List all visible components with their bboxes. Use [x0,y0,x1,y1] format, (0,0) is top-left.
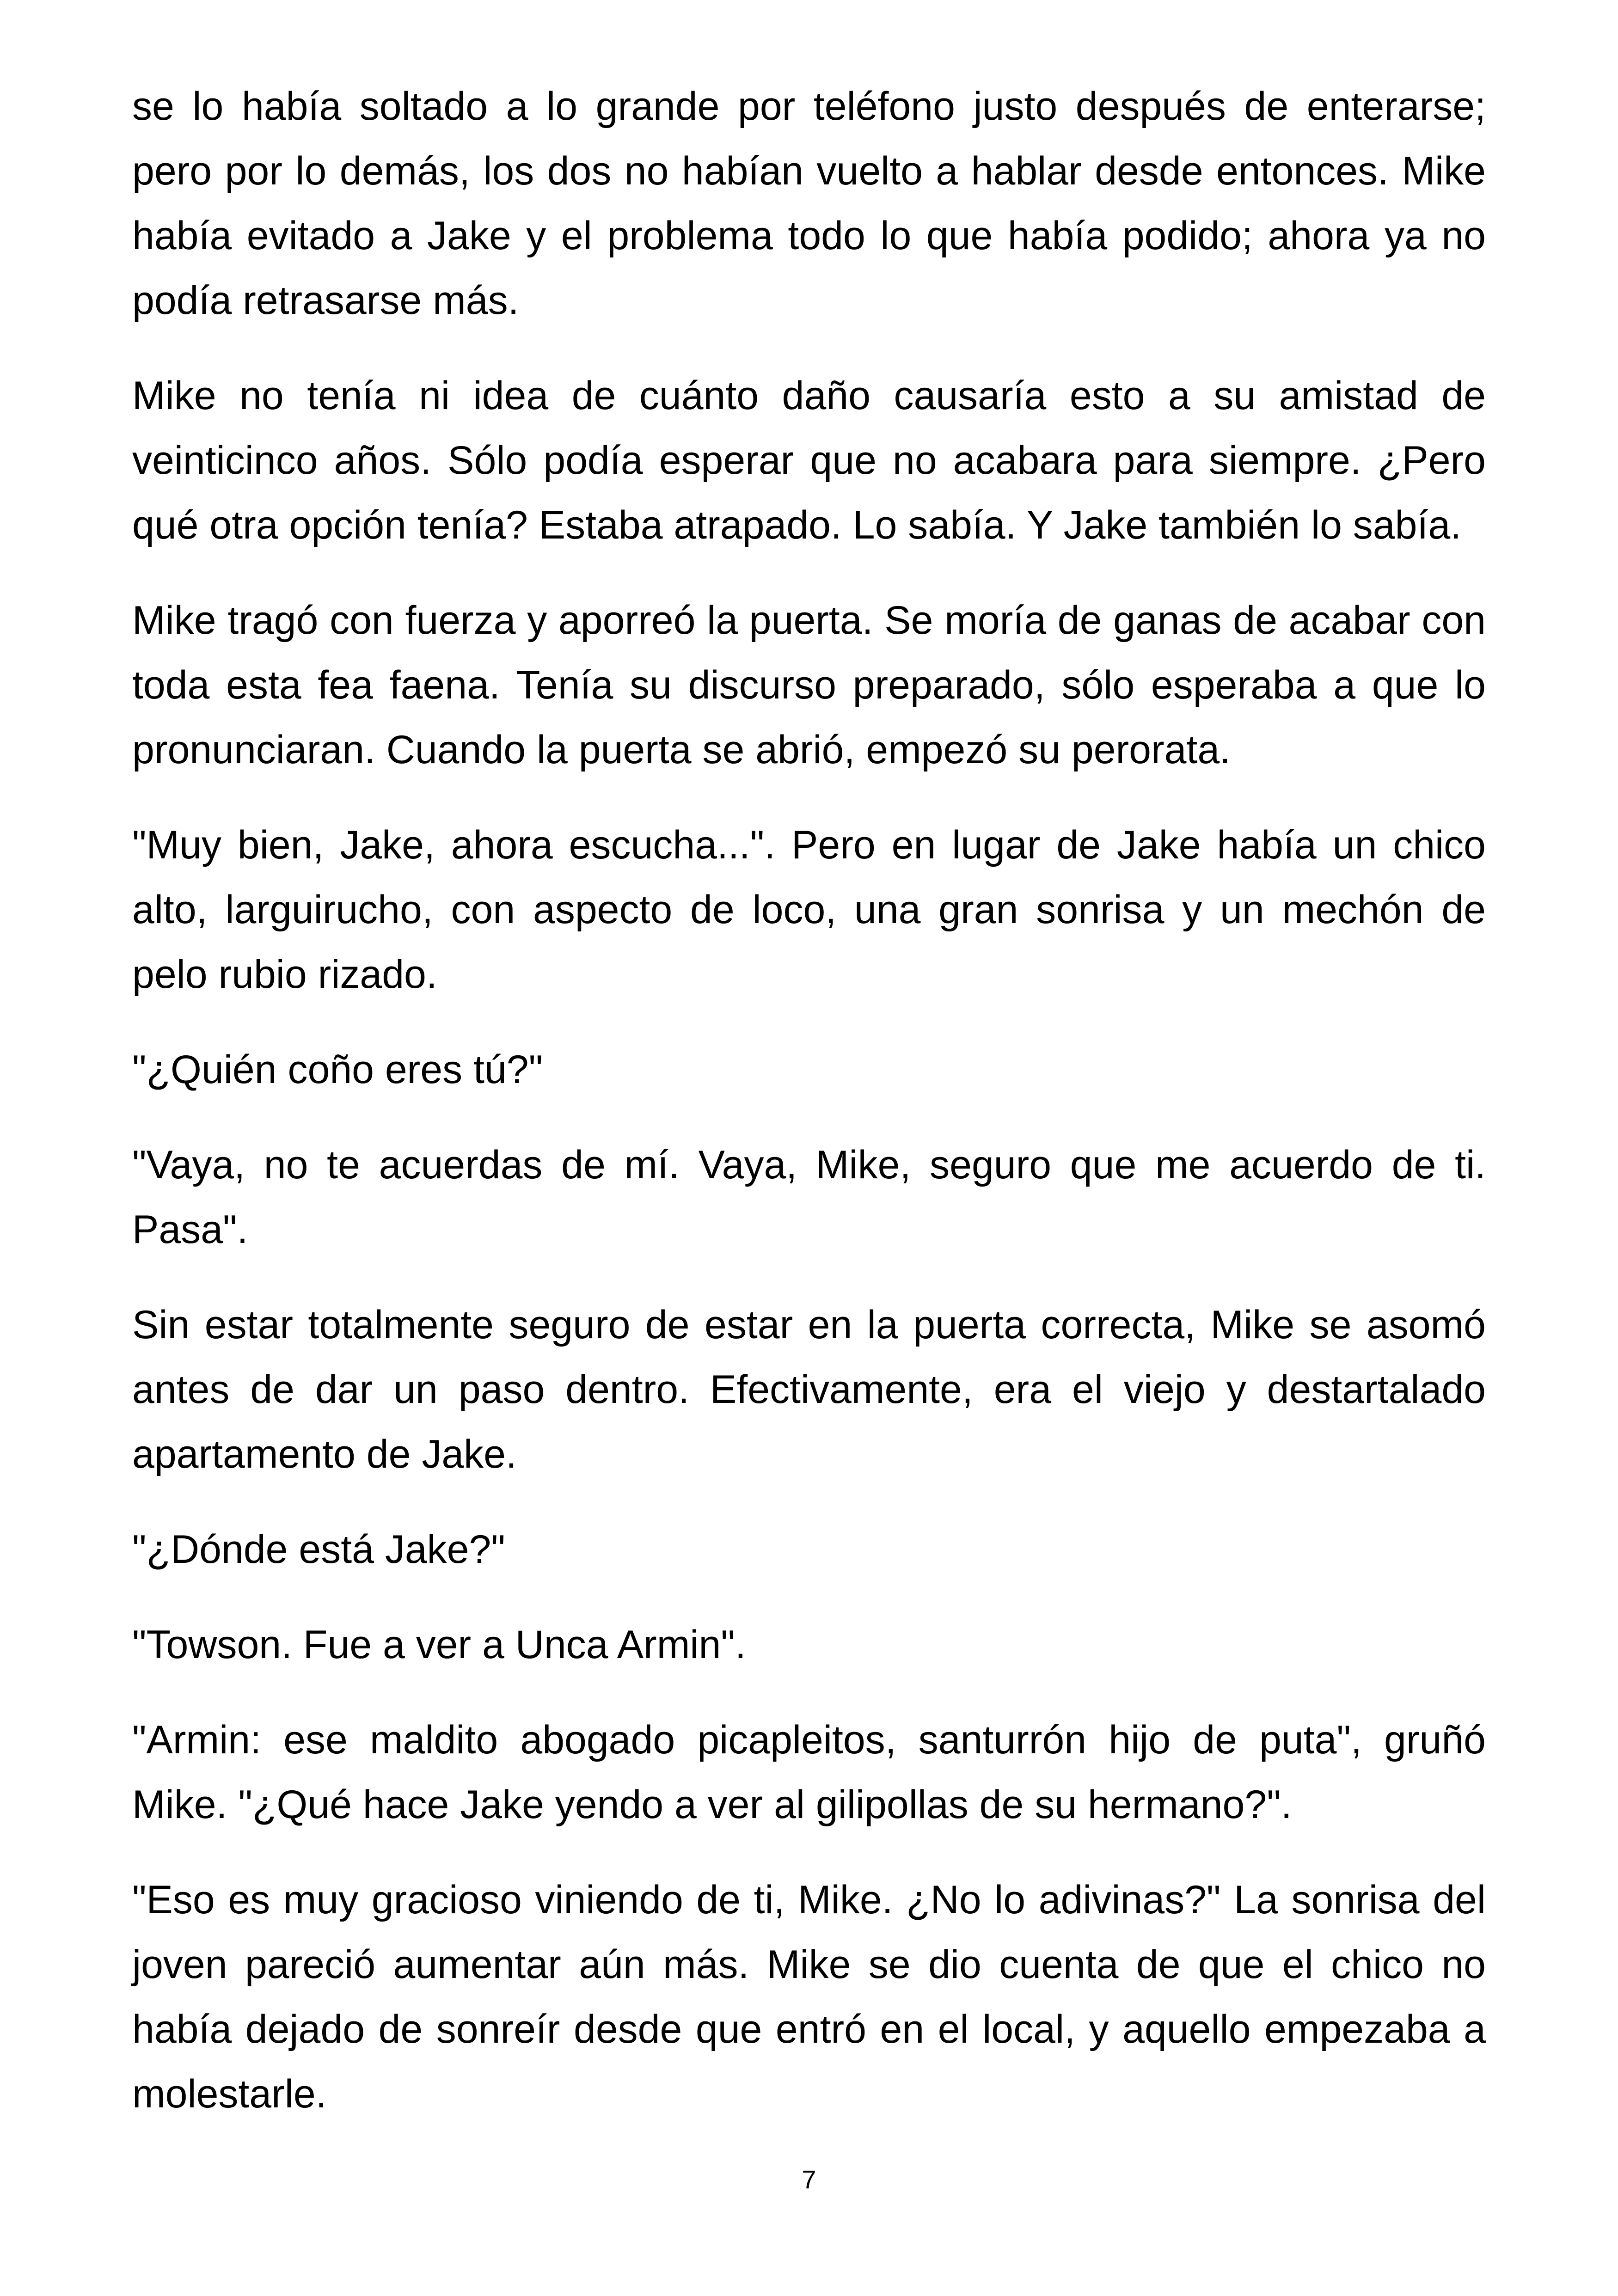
page-number: 7 [802,2165,816,2194]
paragraph: "Eso es muy gracioso viniendo de ti, Mike. ¿No lo adivinas?" La sonrisa del joven pareció aumentar aún más. Mike se dio cuenta de que el chico no había dejado de sonreír desde que entró en el local, y aquello empezaba a molestarle. [132,1878,1486,2116]
paragraph: se lo había soltado a lo grande por teléfono justo después de enterarse; pero por lo demás, los dos no habían vuelto a hablar desde entonces. Mike había evitado a Jake y el problema todo lo que había podido; ahora ya no podía retrasarse más. [132,84,1486,323]
body-text [132,74,1486,2157]
paragraph: Mike tragó con fuerza y aporreó la puerta. Se moría de ganas de acabar con toda esta fea faena. Tenía su discurso preparado, sólo esperaba a que lo pronunciaran. Cuando la puerta se abrió, empezó su perorata. [132,598,1486,772]
paragraph: "¿Quién coño eres tú?" [132,1047,543,1092]
paragraph: "Vaya, no te acuerdas de mí. Vaya, Mike, seguro que me acuerdo de ti. Pasa". [132,1143,1486,1252]
paragraph: "Muy bien, Jake, ahora escucha...". Pero en lugar de Jake había un chico alto, larguirucho, con aspecto de loco, una gran sonrisa y un mechón de pelo rubio rizado. [132,823,1486,997]
paragraph: Mike no tenía ni idea de cuánto daño causaría esto a su amistad de veinticinco años. Sólo podía esperar que no acabara para siempre. ¿Pero qué otra opción tenía? Estaba atrapado. Lo sabía. Y Jake también lo sabía. [132,373,1486,547]
paragraph: "¿Dónde está Jake?" [132,1527,505,1572]
paragraph: "Towson. Fue a ver a Unca Armin". [132,1623,746,1667]
paragraph: "Armin: ese maldito abogado picapleitos, santurrón hijo de puta", gruñó Mike. "¿Qué hace Jake yendo a ver al gilipollas de su hermano?". [132,1718,1486,1827]
paragraph: Sin estar totalmente seguro de estar en la puerta correcta, Mike se asomó antes de dar un paso dentro. Efectivamente, era el viejo y destartalado apartamento de Jake. [132,1303,1486,1476]
